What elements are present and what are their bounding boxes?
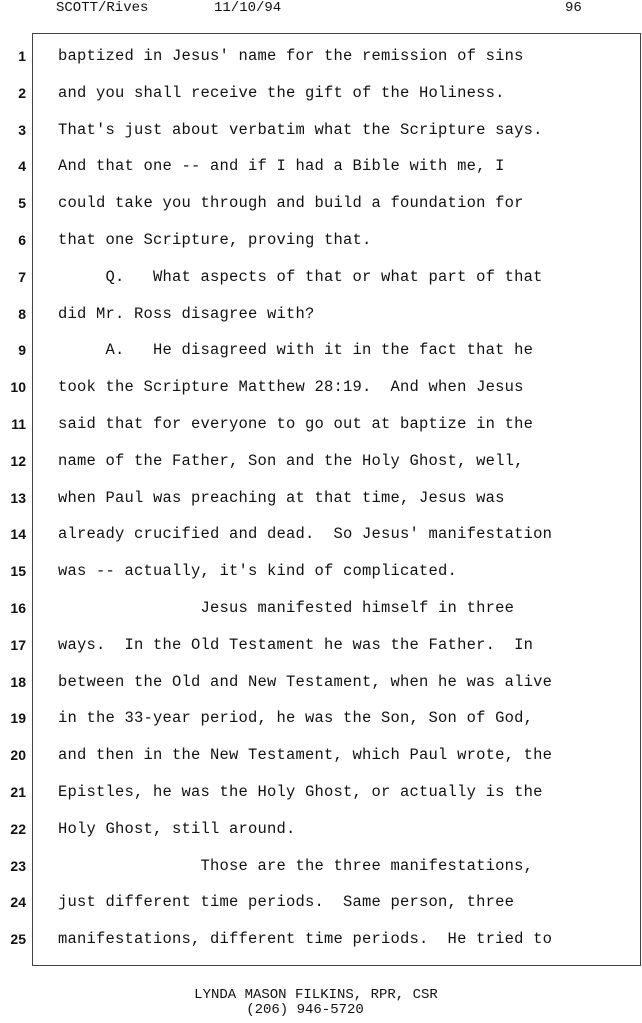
transcript-line [0,700,642,737]
line-text: That's just about verbatim what the Scripture says. [58,120,543,139]
line-number: 17 [10,636,26,653]
line-number: 11 [11,415,26,432]
line-text: And that one -- and if I had a Bible with me, I [58,157,505,176]
line-text: that one Scripture, proving that. [58,230,372,249]
case-caption: SCOTT/Rives [56,0,149,16]
line-number: 25 [10,931,26,948]
line-text: Those are the three manifestations, [58,856,534,875]
line-number: 2 [18,84,26,101]
transcript-line [0,148,642,185]
transcript-line [0,848,642,885]
line-number: 13 [10,489,26,506]
line-text: A. He disagreed with it in the fact that he [58,341,534,360]
transcript-body [0,38,642,958]
line-number: 19 [10,710,26,727]
line-text: name of the Father, Son and the Holy Ghost, well, [58,451,524,470]
transcript-line [0,38,642,75]
transcript-line [0,332,642,369]
line-number: 18 [10,673,26,690]
transcript-line [0,664,642,701]
line-number: 3 [18,121,26,138]
transcript-line [0,480,642,517]
transcript-line [0,112,642,149]
line-text: baptized in Jesus' name for the remission of sins [58,47,524,65]
transcript-line [0,369,642,406]
transcript-line [0,296,642,333]
line-text: was -- actually, it's kind of complicated. [58,562,458,581]
transcript-line [0,884,642,921]
line-number: 4 [18,158,26,175]
line-text: Epistles, he was the Holy Ghost, or actually is the [58,782,543,801]
reporter-name: LYNDA MASON FILKINS, RPR, CSR [194,987,438,1003]
line-number: 5 [18,195,26,212]
transcript-line [0,590,642,627]
line-number: 22 [10,820,26,837]
line-text: between the Old and New Testament, when he was alive [58,672,553,691]
line-text: Jesus manifested himself in three [58,598,515,617]
transcript-line [0,222,642,259]
transcript-line [0,516,642,553]
line-number: 8 [18,305,26,322]
court-reporter-footer [0,988,642,1018]
deposition-date: 11/10/94 [214,0,282,16]
line-text: ways. In the Old Testament he was the Father. In [58,635,534,654]
page-number: 96 [565,0,582,16]
line-text: took the Scripture Matthew 28:19. And when Jesus [58,378,524,397]
line-text: did Mr. Ross disagree with? [58,304,315,323]
line-text: and then in the New Testament, which Paul wrote, the [58,746,553,765]
line-number: 15 [10,563,26,580]
line-number: 24 [10,894,26,911]
transcript-line [0,443,642,480]
line-number: 9 [18,342,26,359]
line-text: could take you through and build a foundation for [58,194,524,213]
line-number: 6 [18,231,26,248]
line-text: already crucified and dead. So Jesus' manifestation [58,525,553,544]
line-text: Holy Ghost, still around. [58,819,296,838]
transcript-line [0,774,642,811]
transcript-line [0,811,642,848]
line-number: 16 [10,599,26,616]
transcript-line [0,553,642,590]
transcript-line [0,921,642,958]
line-number: 20 [10,747,26,764]
line-text: when Paul was preaching at that time, Jesus was [58,488,505,507]
line-text: manifestations, different time periods. He tried to [58,930,553,949]
transcript-line [0,259,642,296]
line-number: 1 [18,48,26,64]
line-text: said that for everyone to go out at baptize in the [58,414,534,433]
line-number: 23 [10,857,26,874]
line-number: 14 [10,526,26,543]
line-text: Q. What aspects of that or what part of that [58,267,543,286]
line-text: just different time periods. Same person, three [58,893,515,912]
transcript-line [0,406,642,443]
transcript-line [0,185,642,222]
line-text: in the 33-year period, he was the Son, Son of God, [58,709,534,728]
transcript-line [0,75,642,112]
page-header [0,0,642,28]
transcript-line [0,627,642,664]
transcript-line [0,737,642,774]
line-number: 21 [10,783,26,800]
line-number: 7 [18,268,26,285]
line-number: 10 [10,379,26,396]
reporter-phone: (206) 946-5720 [246,1002,364,1018]
line-number: 12 [10,452,26,469]
line-text: and you shall receive the gift of the Holiness. [58,83,505,102]
